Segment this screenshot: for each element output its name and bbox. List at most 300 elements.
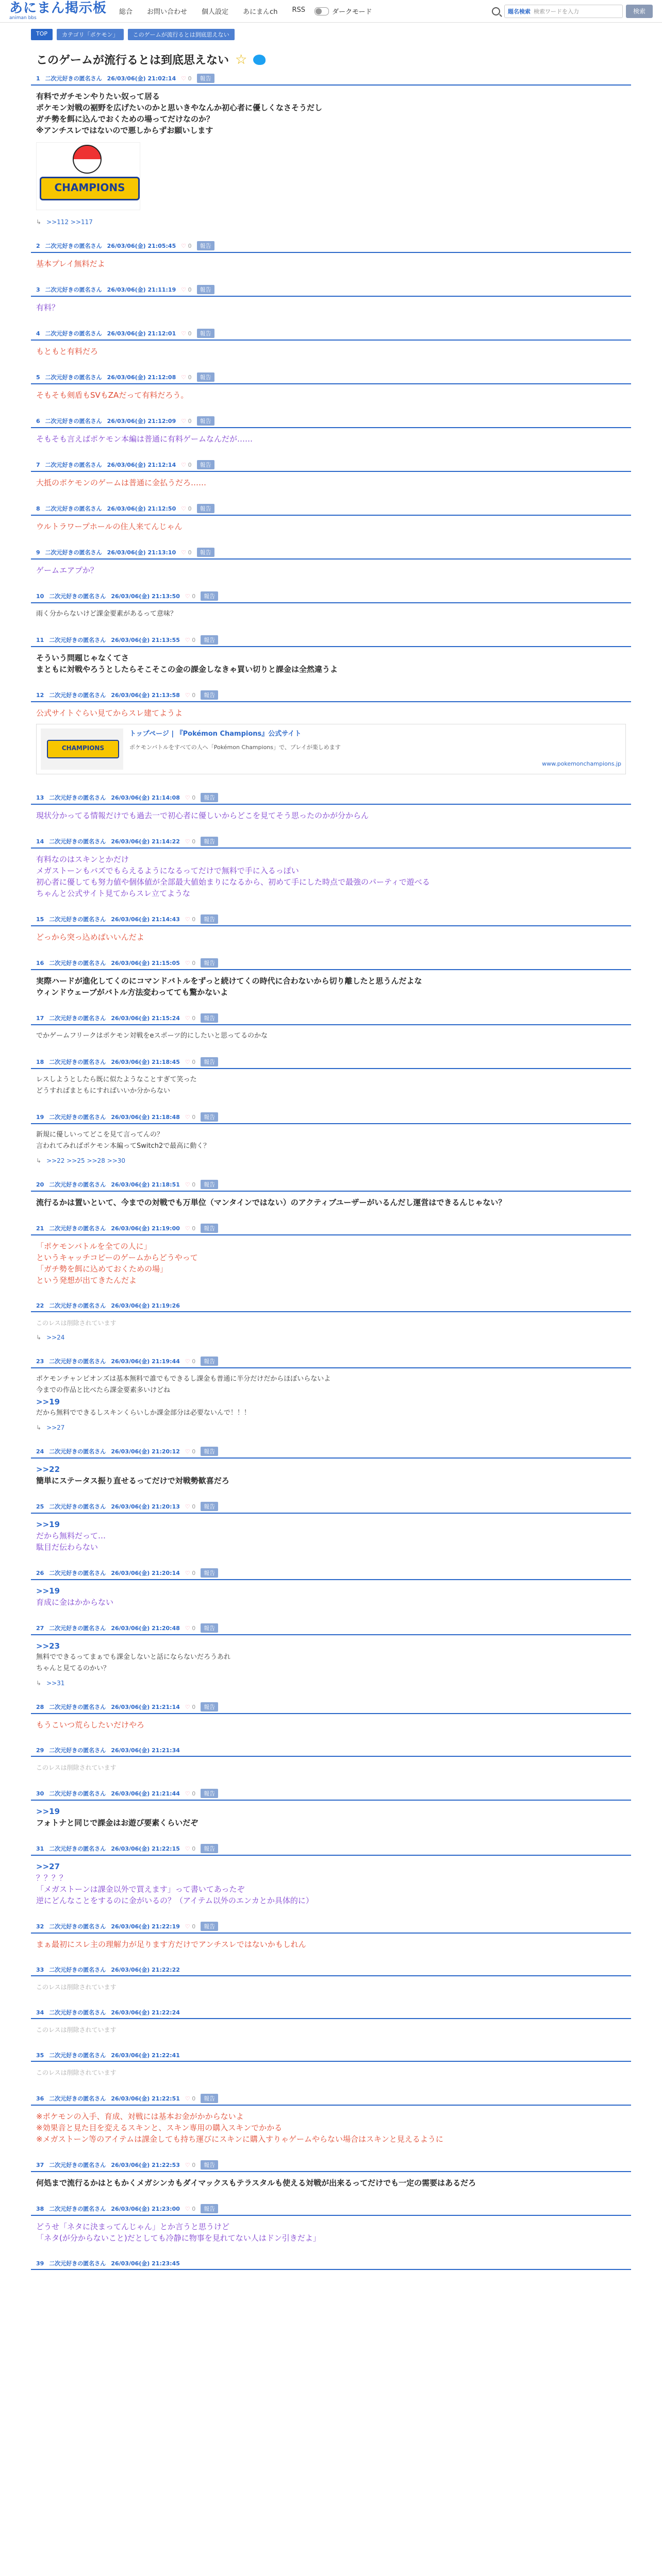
post-body (31, 1635, 631, 1674)
report-button[interactable]: 報告 (201, 1623, 218, 1633)
post-item (31, 2158, 631, 2202)
like-button[interactable] (185, 1181, 195, 1188)
post-header (31, 414, 631, 428)
post-author: 二次元好きの匿名さん (49, 1747, 106, 1754)
post-number[interactable]: 11 (36, 636, 44, 643)
post-line: 大抵のポケモンのゲームは普通に金払うだろ…… (36, 478, 207, 487)
like-button[interactable] (185, 1114, 195, 1121)
post-line: 流行るかは置いといて、今までの対戦でも万単位（マンタインではない）のアクティブユーザーがいるんだし運営はできるんじゃない？ (36, 1198, 506, 1207)
post-spacer (31, 943, 631, 956)
post-date: 26/03/06(金) 21:23:00 (111, 2206, 180, 2212)
dark-mode-toggle[interactable] (315, 6, 372, 16)
search-type-select[interactable]: 題名検索 (507, 8, 531, 15)
report-button[interactable]: 報告 (201, 837, 218, 846)
post-line: 育成に金はかからない (36, 1598, 114, 1607)
post-date: 26/03/06(金) 21:15:05 (111, 960, 180, 967)
heart-icon: ♡ (185, 592, 192, 600)
post-body (31, 1069, 631, 1097)
reply-anchor-link[interactable]: >>23 (36, 1641, 60, 1651)
post-image[interactable] (36, 142, 140, 210)
like-button[interactable] (185, 1570, 195, 1577)
like-count: 0 (192, 1923, 196, 1930)
post-line: 「メガストーンは課金以外で買えます」って書いてあったぞ (36, 1885, 245, 1894)
like-count: 0 (188, 374, 192, 381)
post-number[interactable]: 13 (36, 794, 44, 801)
report-button[interactable]: 報告 (197, 548, 214, 557)
post-spacer (31, 2036, 631, 2049)
reply-refs-text[interactable]: >>22 >>25 >>28 >>30 (46, 1157, 126, 1164)
like-button[interactable] (185, 838, 195, 845)
post-spacer (31, 401, 631, 414)
heart-icon: ♡ (185, 1923, 192, 1930)
post-header (31, 1566, 631, 1580)
reply-arrow-icon: ↳ (36, 1680, 42, 1687)
post-item (31, 2257, 631, 2289)
post-line: ※ポケモンの入手、育成、対戦には基本お金がかからないよ (36, 2112, 244, 2121)
post-body (31, 2270, 631, 2275)
post-number[interactable]: 21 (36, 1225, 44, 1232)
heart-icon: ♡ (185, 1790, 192, 1797)
post-header (31, 1744, 631, 1757)
post-number[interactable]: 39 (36, 2260, 44, 2267)
post-number[interactable]: 37 (36, 2161, 44, 2168)
like-count: 0 (192, 1058, 196, 1065)
like-button[interactable] (181, 330, 191, 337)
like-button[interactable] (185, 1704, 195, 1710)
post-line: 無料でできるってまぁでも課金しないと話にならないだろうあれ (36, 1653, 231, 1661)
post-header (31, 1178, 631, 1192)
post-body (31, 1235, 631, 1286)
post-body (31, 2106, 631, 2145)
post-number[interactable]: 9 (36, 549, 40, 556)
post-header (31, 1055, 631, 1069)
post-body (31, 1514, 631, 1553)
post-number[interactable]: 29 (36, 1747, 44, 1754)
nav-rss[interactable]: RSS (292, 6, 305, 14)
reply-refs[interactable] (31, 1329, 631, 1341)
post-line: まぁ最初にスレ主の理解力が足ります方だけでアンチスレではないかもしれん (36, 1940, 306, 1949)
post-number[interactable]: 2 (36, 242, 40, 249)
post-number[interactable]: 14 (36, 838, 44, 845)
post-author: 二次元好きの匿名さん (49, 1923, 106, 1930)
heart-icon: ♡ (181, 242, 188, 249)
post-date: 26/03/06(金) 21:18:51 (111, 1181, 180, 1188)
heart-icon: ♡ (185, 959, 192, 967)
post-number[interactable]: 8 (36, 505, 40, 512)
post-spacer (31, 488, 631, 502)
post-line: どうせ「ネタに決まってんじゃん」とか言うと思うけど (36, 2222, 230, 2231)
post-body (31, 1856, 631, 1906)
post-number[interactable]: 22 (36, 1302, 44, 1309)
reply-anchor-link[interactable]: >>19 (36, 1807, 60, 1816)
dark-mode-label: ダークモード (332, 8, 372, 16)
post-spacer (31, 1553, 631, 1566)
like-count: 0 (192, 2161, 196, 2168)
post-body (31, 1757, 631, 1773)
report-button[interactable]: 報告 (201, 1447, 218, 1456)
twitter-share-icon[interactable] (253, 55, 266, 65)
post-number[interactable]: 30 (36, 1790, 44, 1797)
reply-anchor-link[interactable]: >>22 (36, 1465, 60, 1474)
like-button[interactable] (185, 1358, 195, 1365)
breadcrumb-thread[interactable]: このゲームが流行るとは到底思えない (128, 29, 235, 40)
post-spacer (31, 1341, 631, 1354)
post-line: メガストーンもバズでもらえるようになるってだけで無料で手に入るっぽい (36, 866, 299, 875)
post-spacer (31, 1731, 631, 1744)
post-line: ※メガストーン等のアイテムは課金しても持ち運びにスキンに購入すりゃゲームやらない場合はスキンと見えるように (36, 2134, 443, 2144)
post-date: 26/03/06(金) 21:22:41 (111, 2052, 180, 2059)
post-item (31, 1011, 631, 1055)
post-spacer (31, 998, 631, 1011)
post-item (31, 1700, 631, 1744)
post-line: どうすればまともにすればいいか分からない (36, 1087, 171, 1095)
nav-settings[interactable]: 個人設定 (202, 8, 229, 16)
like-button[interactable] (185, 794, 195, 801)
post-item (31, 1445, 631, 1500)
site-logo[interactable] (9, 2, 107, 21)
reply-anchor-link[interactable]: >>19 (36, 1520, 60, 1529)
post-item (31, 1354, 631, 1445)
like-button[interactable] (185, 1225, 195, 1232)
post-item (31, 327, 631, 370)
like-button[interactable] (181, 374, 191, 381)
report-button[interactable]: 報告 (201, 914, 218, 924)
report-button[interactable]: 報告 (201, 690, 218, 700)
logo-text: あにまん掲示板 (9, 1, 107, 16)
post-header (31, 1621, 631, 1635)
post-item (31, 2202, 631, 2257)
like-button[interactable] (181, 462, 191, 468)
post-date: 26/03/06(金) 21:02:14 (107, 75, 176, 82)
post-number[interactable]: 31 (36, 1845, 44, 1852)
reply-anchor-link[interactable]: >>27 (36, 1862, 60, 1871)
reply-refs[interactable] (31, 1152, 631, 1164)
post-number[interactable]: 23 (36, 1358, 44, 1365)
post-spacer (31, 1286, 631, 1299)
post-header (31, 1842, 631, 1856)
post-body (31, 1459, 631, 1486)
nav-general[interactable]: 総合 (119, 8, 133, 16)
like-button[interactable] (185, 1923, 195, 1930)
post-author: 二次元好きの匿名さん (49, 593, 106, 600)
post-line: 初心者に優しても努力値や個体値が全部最大値始まりになるから、初めて手にした時点で最強のパーティで遊べる (36, 877, 430, 887)
like-count: 0 (192, 1448, 196, 1455)
post-line: ※アンチスレではないので悪しからずお願いします (36, 126, 213, 135)
nav-animanch[interactable]: あにまんch (243, 8, 278, 16)
like-button[interactable] (185, 1059, 195, 1065)
post-header (31, 546, 631, 560)
post-line: ちゃんと見てるのかい？ (36, 1665, 110, 1672)
post-header (31, 1110, 631, 1124)
report-button[interactable]: 報告 (197, 504, 214, 513)
like-button[interactable] (181, 505, 191, 512)
post-number[interactable]: 18 (36, 1058, 44, 1065)
reply-anchor-link[interactable]: >>19 (36, 1586, 60, 1596)
reply-refs-text[interactable]: >>112 >>117 (46, 218, 93, 226)
post-item (31, 1963, 631, 2006)
like-count: 0 (192, 691, 196, 699)
link-card-title[interactable]: トップページ | 『Pokémon Champions』公式サイト (129, 730, 302, 738)
like-count: 0 (192, 1225, 196, 1232)
report-button[interactable]: 報告 (201, 793, 218, 802)
heart-icon: ♡ (181, 286, 188, 293)
post-item (31, 835, 631, 912)
like-button[interactable] (185, 1448, 195, 1455)
breadcrumb (0, 23, 662, 40)
report-button[interactable]: 報告 (201, 1357, 218, 1366)
heart-icon: ♡ (185, 1845, 192, 1852)
reply-refs-text[interactable]: >>27 (46, 1424, 65, 1431)
post-line: このレスは削除されています (36, 1984, 117, 1991)
post-number[interactable]: 32 (36, 1923, 44, 1930)
like-button[interactable] (185, 2095, 195, 2102)
report-button[interactable]: 報告 (201, 591, 218, 601)
post-header (31, 835, 631, 849)
post-line: ポケモンチャンピオンズは基本無料で誰でもできるし課金も普通に半分だけだからほぼいらないよ (36, 1375, 331, 1383)
post-date: 26/03/06(金) 21:14:08 (111, 794, 180, 801)
post-date: 26/03/06(金) 21:21:44 (111, 1790, 180, 1797)
post-spacer (31, 2275, 631, 2289)
post-spacer (31, 1208, 631, 1222)
post-line: 駄目だ伝わらない (36, 1543, 98, 1552)
post-line: というキャッチコピーのゲームからどうやって (36, 1253, 198, 1262)
link-card-url[interactable]: www.pokemonchampions.jp (542, 760, 621, 767)
post-line: だから無料でできるしスキンくらいしか課金部分は必要ないんで！！！ (36, 1409, 251, 1417)
reply-refs-text[interactable]: >>31 (46, 1680, 65, 1687)
post-author: 二次元好きの匿名さん (49, 1704, 106, 1710)
post-number[interactable]: 34 (36, 2009, 44, 2016)
report-button[interactable]: 報告 (201, 1112, 218, 1122)
report-button[interactable]: 報告 (197, 329, 214, 338)
report-button[interactable]: 報告 (201, 1568, 218, 1578)
post-header (31, 589, 631, 603)
like-count: 0 (188, 417, 192, 425)
post-header (31, 1222, 631, 1235)
post-item (31, 72, 631, 239)
like-button[interactable] (181, 418, 191, 425)
like-button[interactable] (185, 593, 195, 600)
post-author: 二次元好きの匿名さん (45, 243, 102, 249)
post-author: 二次元好きの匿名さん (49, 1302, 106, 1309)
post-date: 26/03/06(金) 21:05:45 (107, 243, 176, 249)
report-button[interactable]: 報告 (201, 1844, 218, 1853)
post-spacer (31, 777, 631, 791)
breadcrumb-top[interactable]: TOP (31, 29, 53, 40)
reply-refs-text[interactable]: >>24 (46, 1334, 65, 1341)
post-number[interactable]: 17 (36, 1014, 44, 1022)
post-item (31, 1621, 631, 1700)
post-line: そもそも剣盾もSVもZAだって有料だろう。 (36, 391, 189, 400)
post-number[interactable]: 27 (36, 1624, 44, 1632)
post-body (31, 1025, 631, 1042)
report-button[interactable]: 報告 (201, 1013, 218, 1023)
nav-contact[interactable]: お問い合わせ (147, 8, 188, 16)
post-spacer (31, 576, 631, 589)
post-number[interactable]: 24 (36, 1448, 44, 1455)
like-button[interactable] (185, 1015, 195, 1022)
post-date: 26/03/06(金) 21:18:45 (111, 1059, 180, 1065)
post-number[interactable]: 15 (36, 916, 44, 923)
like-button[interactable] (185, 692, 195, 699)
post-spacer (31, 1828, 631, 1842)
star-icon[interactable]: ☆ (235, 52, 247, 67)
post-body (31, 1368, 631, 1419)
post-item (31, 2049, 631, 2092)
like-button[interactable] (185, 1625, 195, 1632)
post-number[interactable]: 38 (36, 2205, 44, 2212)
report-button[interactable]: 報告 (197, 74, 214, 83)
post-date: 26/03/06(金) 21:21:14 (111, 1704, 180, 1710)
reply-refs[interactable] (31, 1674, 631, 1687)
toggle-switch-icon[interactable] (315, 7, 329, 15)
breadcrumb-category[interactable]: カテゴリ「ポケモン」 (57, 29, 124, 40)
post-item (31, 1920, 631, 1963)
search-input[interactable] (504, 5, 623, 18)
post-line: レスしようとしたら既に似たようなことすぎて笑った (36, 1076, 197, 1083)
reply-anchor-link[interactable]: >>19 (36, 1397, 60, 1406)
heart-icon: ♡ (181, 374, 188, 381)
post-item (31, 502, 631, 546)
post-number[interactable]: 36 (36, 2095, 44, 2102)
link-card-body (129, 728, 621, 770)
report-button[interactable]: 報告 (201, 2160, 218, 2170)
post-author: 二次元好きの匿名さん (49, 960, 106, 967)
post-author: 二次元好きの匿名さん (49, 1448, 106, 1455)
post-number[interactable]: 12 (36, 691, 44, 699)
report-button[interactable]: 報告 (201, 1180, 218, 1189)
post-author: 二次元好きの匿名さん (49, 2009, 106, 2016)
report-button[interactable]: 報告 (197, 285, 214, 294)
report-button[interactable]: 報告 (201, 2204, 218, 2213)
post-number[interactable]: 1 (36, 75, 40, 82)
like-button[interactable] (181, 549, 191, 556)
post-spacer (31, 620, 631, 633)
post-spacer (31, 1687, 631, 1700)
post-author: 二次元好きの匿名さん (49, 2052, 106, 2059)
post-spacer (31, 2189, 631, 2202)
reply-refs[interactable] (31, 1419, 631, 1431)
post-number[interactable]: 28 (36, 1703, 44, 1710)
post-number[interactable]: 5 (36, 374, 40, 381)
like-count: 0 (192, 2095, 196, 2102)
link-card[interactable] (36, 724, 626, 774)
post-spacer (31, 269, 631, 283)
like-count: 0 (188, 75, 192, 82)
like-button[interactable] (185, 2162, 195, 2168)
post-line: 有料なのはスキンとかだけ (36, 855, 129, 864)
post-body (31, 1312, 631, 1329)
link-card-thumbnail (41, 728, 123, 770)
report-button[interactable]: 報告 (197, 460, 214, 469)
like-button[interactable] (185, 1503, 195, 1510)
post-date: 26/03/06(金) 21:12:08 (107, 374, 176, 381)
heart-icon: ♡ (185, 691, 192, 699)
report-button[interactable]: 報告 (197, 416, 214, 426)
post-number[interactable]: 4 (36, 330, 40, 337)
heart-icon: ♡ (185, 1569, 192, 1577)
like-count: 0 (188, 242, 192, 249)
post-spacer (31, 532, 631, 546)
like-button[interactable] (185, 916, 195, 923)
post-header (31, 1963, 631, 1976)
report-button[interactable]: 報告 (201, 1057, 218, 1066)
post-header (31, 1354, 631, 1368)
post-spacer (31, 1431, 631, 1445)
like-button[interactable] (181, 286, 191, 293)
thumbnail-logo-text: CHAMPIONS (47, 740, 119, 758)
post-number[interactable]: 3 (36, 286, 40, 293)
post-date: 26/03/06(金) 21:12:09 (107, 418, 176, 425)
report-button[interactable]: 報告 (197, 372, 214, 382)
post-date: 26/03/06(金) 21:22:19 (111, 1923, 180, 1930)
post-author: 二次元好きの匿名さん (49, 916, 106, 923)
report-button[interactable]: 報告 (197, 241, 214, 250)
post-line: 新規に優しいってどこを見て言ってんの？ (36, 1131, 164, 1139)
post-author: 二次元好きの匿名さん (45, 549, 102, 556)
post-author: 二次元好きの匿名さん (49, 1967, 106, 1973)
report-button[interactable]: 報告 (201, 2094, 218, 2103)
heart-icon: ♡ (185, 1624, 192, 1632)
post-date: 26/03/06(金) 21:22:24 (111, 2009, 180, 2016)
post-line: フォトナと同じで課金はお遊び要素くらいだぞ (36, 1818, 198, 1827)
post-author: 二次元好きの匿名さん (45, 330, 102, 337)
post-header (31, 1700, 631, 1714)
post-item (31, 239, 631, 283)
like-button[interactable] (185, 1790, 195, 1797)
report-button[interactable]: 報告 (201, 958, 218, 968)
post-item (31, 2092, 631, 2158)
post-spacer (31, 821, 631, 835)
report-button[interactable]: 報告 (201, 1702, 218, 1711)
like-count: 0 (188, 549, 192, 556)
like-button[interactable] (185, 960, 195, 967)
post-number[interactable]: 26 (36, 1569, 44, 1577)
post-item (31, 956, 631, 1011)
post-author: 二次元好きの匿名さん (45, 374, 102, 381)
like-button[interactable] (185, 1845, 195, 1852)
post-number[interactable]: 16 (36, 959, 44, 967)
like-button[interactable] (181, 243, 191, 249)
post-date: 26/03/06(金) 21:19:00 (111, 1225, 180, 1232)
post-header (31, 239, 631, 253)
reply-refs[interactable] (31, 213, 631, 226)
post-header (31, 2092, 631, 2106)
post-author: 二次元好きの匿名さん (49, 692, 106, 699)
post-header (31, 502, 631, 516)
post-date: 26/03/06(金) 21:12:01 (107, 330, 176, 337)
search-button[interactable]: 検索 (626, 5, 653, 18)
post-number[interactable]: 20 (36, 1181, 44, 1188)
report-button[interactable]: 報告 (201, 1502, 218, 1511)
like-button[interactable] (181, 75, 191, 82)
post-number[interactable]: 19 (36, 1113, 44, 1121)
post-number[interactable]: 25 (36, 1503, 44, 1510)
post-header (31, 1011, 631, 1025)
report-button[interactable]: 報告 (201, 1922, 218, 1931)
post-number[interactable]: 7 (36, 461, 40, 468)
post-number[interactable]: 10 (36, 592, 44, 600)
like-button[interactable] (185, 637, 195, 643)
report-button[interactable]: 報告 (201, 1789, 218, 1798)
post-number[interactable]: 35 (36, 2052, 44, 2059)
post-number[interactable]: 33 (36, 1966, 44, 1973)
post-header (31, 327, 631, 341)
post-number[interactable]: 6 (36, 417, 40, 425)
report-button[interactable]: 報告 (201, 1224, 218, 1233)
report-button[interactable]: 報告 (201, 635, 218, 645)
like-button[interactable] (185, 2206, 195, 2212)
heart-icon: ♡ (185, 1225, 192, 1232)
